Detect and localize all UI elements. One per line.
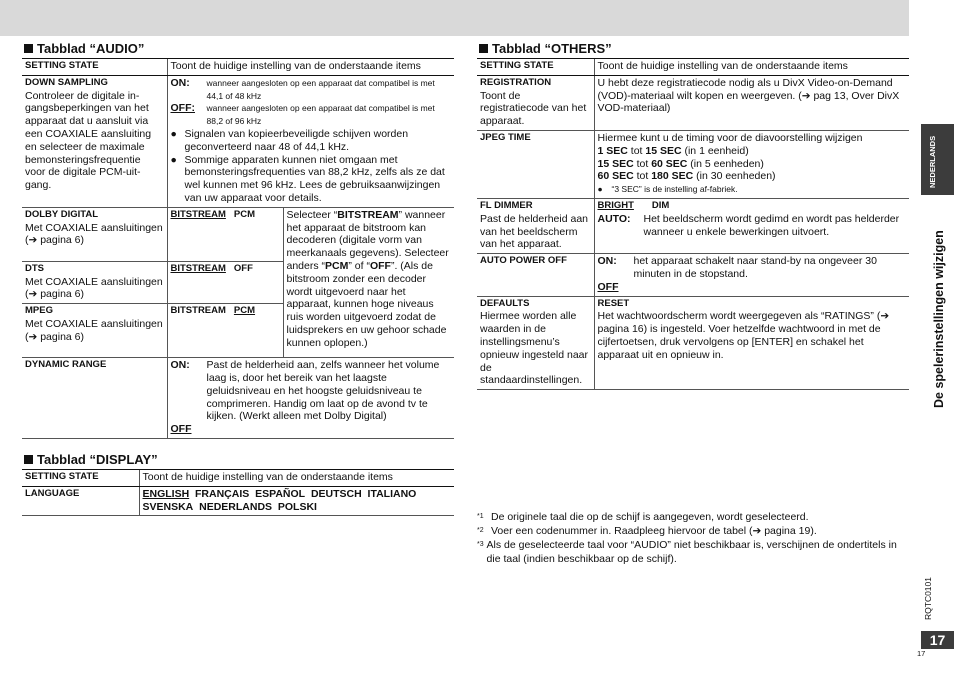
footnote: *3 Als de geselecteerde taal voor “AUDIO” niet beschikbaar is, verschijnen de ondertitels in die taal (indien beschikbaar op de schijf). bbox=[477, 539, 897, 565]
defaults-label: DEFAULTS Hiermee worden alle waarden in de instellingsmenu’s opnieuw ingesteld naar de standaardinstellingen. bbox=[477, 296, 594, 390]
table-row bbox=[477, 75, 909, 130]
header-description: Toont de huidige instelling van de onderstaande items bbox=[594, 59, 909, 76]
footnote: *1 De originele taal die op de schijf is aangegeven, wordt geselecteerd. bbox=[477, 511, 809, 523]
top-banner bbox=[0, 0, 909, 36]
registration-label: REGISTRATION Toont de registratiecode van het apparaat. bbox=[477, 75, 594, 130]
footnote: *2 Voer een codenummer in. Raadpleeg hiervoor de tabel (➔ pagina 19). bbox=[477, 525, 817, 537]
header-setting-state: SETTING STATE bbox=[22, 59, 167, 76]
others-header-row bbox=[477, 59, 909, 76]
registration-text: U hebt deze registratiecode nodig als u DivX Video-on-Demand (VOD)-materiaal wilt kopen en weergeven. (➔ pag 13, Over DivX VOD-materiaal) bbox=[594, 75, 909, 130]
bullet-icon: ● bbox=[597, 184, 603, 195]
header-description: Toont de huidige instelling van de onderstaande items bbox=[167, 59, 454, 76]
fl-dimmer-options: BRIGHT DIM AUTO: Het beeldscherm wordt gedimd en wordt pas helderder wanneer u enkele bewerkingen uitvoert. bbox=[594, 198, 909, 253]
others-table bbox=[477, 58, 909, 390]
table-row bbox=[22, 207, 454, 261]
table-row bbox=[22, 486, 454, 516]
language-tab-label: NEDERLANDS bbox=[928, 135, 937, 188]
auto-power-off-label: AUTO POWER OFF bbox=[477, 254, 594, 296]
chapter-title: De spelerinstellingen wijzigen bbox=[932, 230, 946, 408]
dts-label: DTS Met COAXIALE aansluitingen (➔ pagina 6) bbox=[22, 261, 167, 303]
display-heading: Tabblad “DISPLAY” bbox=[24, 452, 158, 467]
page-number-small: 17 bbox=[917, 649, 926, 658]
audio-header-row bbox=[22, 59, 454, 76]
header-setting-state: SETTING STATE bbox=[22, 470, 139, 487]
dts-options: BITSTREAM OFF bbox=[167, 261, 283, 303]
language-label: LANGUAGE bbox=[22, 486, 139, 516]
header-description: Toont de huidige instelling van de onderstaande items bbox=[139, 470, 454, 487]
dynamic-range-options: ON: Past de helderheid aan, zelfs wanneer het volume laag is, door het bereik van het laagste geluidsniveau en het hoogste geluidsniveau te comprimeren. Handig om laat op de avond tv te kijken. (Werkt alleen met Dolby Digital) OFF bbox=[167, 358, 454, 439]
square-bullet-icon bbox=[24, 44, 33, 53]
table-row bbox=[477, 198, 909, 253]
bitstream-note: Selecteer “BITSTREAM” wanneer het apparaat de bitstroom kan decoderen (digitale vorm van meerkanaals gegevens). Selecteer anders “PCM” of “OFF”. (Als de bitstroom zonder een decoder wordt uitgevoerd naar het apparaat, kunnen hoge niveaus ruis worden uitgevoerd zodat de luidsprekers en uw gehoor schade kunnen oplopen.) bbox=[283, 207, 454, 357]
audio-heading: Tabblad “AUDIO” bbox=[24, 41, 144, 56]
language-tab bbox=[921, 124, 954, 195]
table-row bbox=[477, 296, 909, 390]
display-header-row bbox=[22, 470, 454, 487]
bullet-icon: ● bbox=[170, 153, 177, 166]
others-heading: Tabblad “OTHERS” bbox=[479, 41, 612, 56]
fl-dimmer-label: FL DIMMER Past de helderheid aan van het beeldscherm van het apparaat. bbox=[477, 198, 594, 253]
audio-table bbox=[22, 58, 454, 439]
table-row bbox=[477, 130, 909, 198]
square-bullet-icon bbox=[479, 44, 488, 53]
dynamic-range-label: DYNAMIC RANGE bbox=[22, 358, 167, 439]
language-options: ENGLISH FRANÇAIS ESPAÑOL DEUTSCH ITALIANO SVENSKA NEDERLANDS POLSKI bbox=[139, 486, 454, 516]
header-setting-state: SETTING STATE bbox=[477, 59, 594, 76]
jpeg-time-label: JPEG TIME bbox=[477, 130, 594, 198]
bullet-icon: ● bbox=[170, 127, 177, 140]
down-sampling-label: DOWN SAMPLING Controleer de digitale in-gangsbeperkingen van het apparaat dat u aansluit via een COAXIALE aansluiting en selecteer de maximale bemonsteringsfrequentie voor de digitale PCM-uit-gang. bbox=[22, 75, 167, 207]
table-row bbox=[22, 75, 454, 207]
mpeg-options: BITSTREAM PCM bbox=[167, 304, 283, 358]
dolby-digital-options: BITSTREAM PCM bbox=[167, 207, 283, 261]
display-table bbox=[22, 469, 454, 516]
auto-power-off-options: ON: het apparaat schakelt naar stand-by na ongeveer 30 minuten in de stopstand. OFF bbox=[594, 254, 909, 296]
down-sampling-options: ON: wanneer aangesloten op een apparaat dat compatibel is met 44,1 of 48 kHz OFF: wanneer aangesloten op een apparaat dat compatibel is met 88,2 of 96 kHz ● Signalen van kopieerbeveiligde schijven worden geconverteerd naar 48 of 44,1 kHz. ● Sommige apparaten kunnen niet omgaan met bemonsteringsfrequenties van 88,2 kHz, zelfs als ze dat wel kunnen met 96 kHz. Lees de gebruiksaanwijzingen van uw apparaat voor details. bbox=[167, 75, 454, 207]
table-row bbox=[22, 358, 454, 439]
jpeg-time-options: Hiermee kunt u de timing voor de diavoorstelling wijzigen 1 SEC tot 15 SEC (in 1 eenheid) 15 SEC tot 60 SEC (in 5 eenheden) 60 SEC tot 180 SEC (in 30 eenheden) ● “3 SEC” is de instelling af-fabriek. bbox=[594, 130, 909, 198]
square-bullet-icon bbox=[24, 455, 33, 464]
dolby-digital-label: DOLBY DIGITAL Met COAXIALE aansluitingen (➔ pagina 6) bbox=[22, 207, 167, 261]
document-code: RQTC0101 bbox=[923, 577, 933, 620]
page-number-box: 17 bbox=[921, 631, 954, 649]
mpeg-label: MPEG Met COAXIALE aansluitingen (➔ pagina 6) bbox=[22, 304, 167, 358]
footnotes bbox=[477, 510, 897, 566]
defaults-options: RESET Het wachtwoordscherm wordt weergegeven als “RATINGS” (➔ pagina 16) is ingesteld. Voer hetzelfde wachtwoord in met de cijfertoetsen, druk vervolgens op [ENTER] en schakel het apparaat uit en opnieuw in. bbox=[594, 296, 909, 390]
table-row bbox=[477, 254, 909, 296]
